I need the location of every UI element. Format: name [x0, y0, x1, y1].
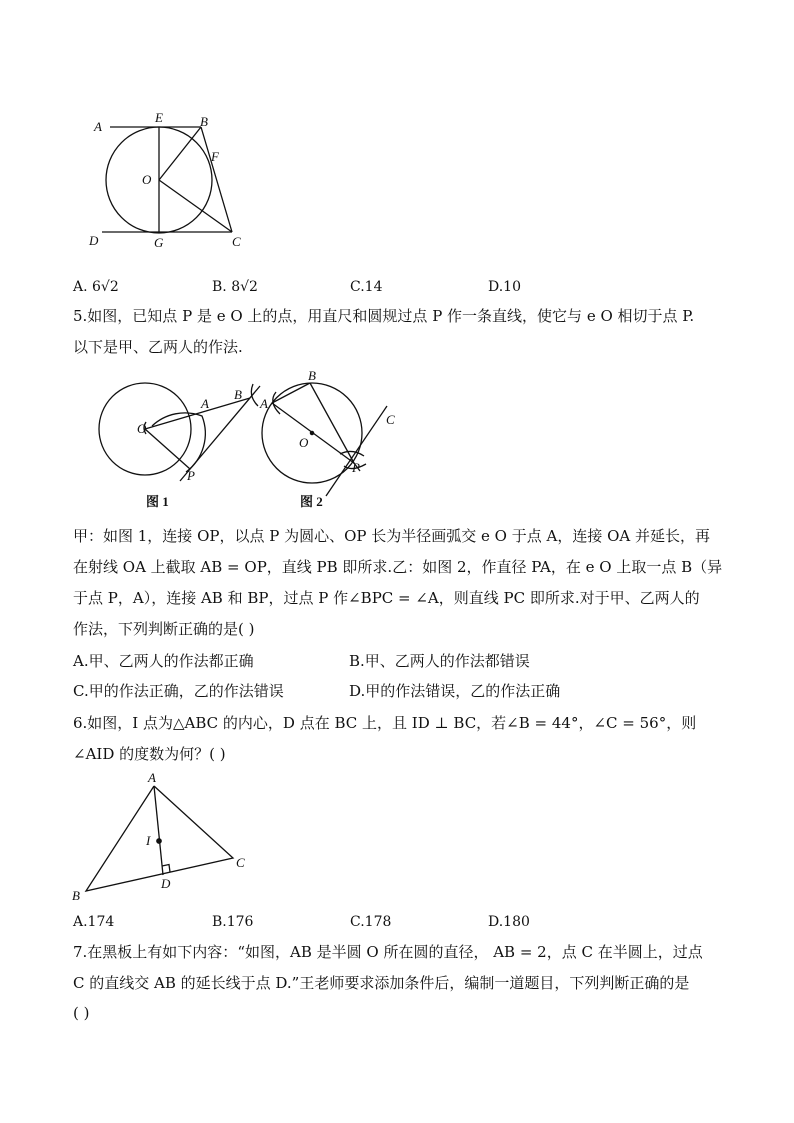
- q7-stem-line-2: C 的直线交 AB 的延长线于点 D.”王老师要求添加条件后，编制一道题目，下列判断正确的是: [73, 974, 690, 992]
- q4-line-bc: [201, 127, 232, 232]
- q5-fig1-label-b: B: [234, 387, 242, 402]
- q5-fig2-label-c: C: [386, 412, 395, 427]
- q5-fig1-line-op: [145, 429, 190, 469]
- q5-fig2-caption: 图 2: [300, 494, 323, 509]
- q5-text-line-2: 在射线 OA 上截取 AB = OP，直线 PB 即所求.乙：如图 2，作直径 PA，在 e O 上取一点 B（异: [73, 558, 723, 576]
- q6-option-d: D.180: [488, 914, 530, 930]
- q5-fig1-line-ob: [145, 398, 250, 429]
- q5-option-b: B.甲、乙两人的作法都错误: [349, 652, 530, 670]
- q6-label-c: C: [236, 855, 245, 870]
- q4-label-f: F: [211, 149, 219, 164]
- q6-figure: [68, 770, 268, 905]
- q5-option-d: D.甲的作法错误，乙的作法正确: [349, 682, 561, 700]
- q4-line-oc: [159, 180, 232, 232]
- q4-option-c: C.14: [350, 279, 383, 295]
- q6-label-b: B: [72, 888, 80, 903]
- q4-line-ob: [159, 127, 201, 180]
- q5-fig2-label-b: B: [308, 368, 316, 383]
- q6-stem-line-1: 6.如图，I 点为△ABC 的内心，D 点在 BC 上，且 ID ⊥ BC，若∠B = 44°，∠C = 56°，则: [73, 714, 697, 732]
- q4-label-d: D: [89, 233, 99, 248]
- q5-stem-line-2: 以下是甲、乙两人的作法.: [73, 338, 243, 356]
- q4-option-d: D.10: [488, 279, 521, 295]
- q4-label-b: B: [200, 114, 208, 129]
- q6-incenter-dot: [157, 839, 161, 843]
- q4-label-g: G: [154, 235, 164, 250]
- q6-stem-line-2: ∠AID 的度数为何？( ): [73, 745, 226, 763]
- q5-text-line-1: 甲：如图 1，连接 OP，以点 P 为圆心、OP 长为半径画弧交 e O 于点 A，连接 OA 并延长，再: [73, 527, 711, 545]
- q4-label-o: O: [142, 172, 152, 187]
- q5-option-c: C.甲的作法正确，乙的作法错误: [73, 682, 284, 700]
- q5-fig1-line-pb: [180, 386, 260, 481]
- q4-label-e: E: [155, 110, 163, 125]
- q4-label-a: A: [94, 119, 102, 134]
- q6-option-c: C.178: [350, 914, 392, 930]
- q5-option-a: A.甲、乙两人的作法都正确: [73, 652, 254, 670]
- q5-text-line-3: 于点 P，A），连接 AB 和 BP，过点 P 作∠BPC = ∠A，则直线 PC 即所求.对于甲、乙两人的: [73, 589, 700, 607]
- q7-stem-line-3: ( ): [73, 1004, 90, 1022]
- q6-option-a: A.174: [73, 914, 115, 930]
- q5-fig1-caption: 图 1: [146, 494, 169, 509]
- q5-fig2-line-ab: [272, 383, 310, 403]
- q5-fig1-label-a: A: [201, 396, 209, 411]
- q6-label-i: I: [146, 833, 151, 848]
- q7-stem-line-1: 7.在黑板上有如下内容：“如图，AB 是半圆 O 所在圆的直径， AB = 2，点 C 在半圆上，过点: [73, 943, 703, 961]
- q4-label-c: C: [232, 234, 241, 249]
- q5-figure-2: [259, 368, 395, 509]
- q5-fig2-label-a: A: [260, 396, 268, 411]
- q5-fig1-label-o: O: [137, 421, 147, 436]
- q5-fig2-label-p: P: [352, 460, 360, 475]
- q5-fig2-line-pc: [326, 406, 387, 496]
- q5-text-line-4: 作法，下列判断正确的是( ): [73, 620, 255, 638]
- q4-option-a: A. 6√2: [73, 279, 119, 295]
- q5-figures: [90, 366, 420, 516]
- q6-line-ad: [154, 786, 163, 875]
- q5-fig1-label-p: P: [187, 468, 195, 483]
- q6-option-b: B.176: [212, 914, 254, 930]
- q5-fig2-label-o: O: [299, 435, 309, 450]
- q4-option-b: B. 8√2: [212, 279, 258, 295]
- q6-label-d: D: [161, 876, 171, 891]
- q5-fig2-center-dot: [310, 431, 313, 434]
- q4-figure: [80, 105, 260, 260]
- q6-label-a: A: [148, 770, 156, 785]
- q5-stem-line-1: 5.如图，已知点 P 是 e O 上的点，用直尺和圆规过点 P 作一条直线，使它与 e O 相切于点 P.: [73, 307, 695, 325]
- q5-figure-1: [99, 383, 260, 509]
